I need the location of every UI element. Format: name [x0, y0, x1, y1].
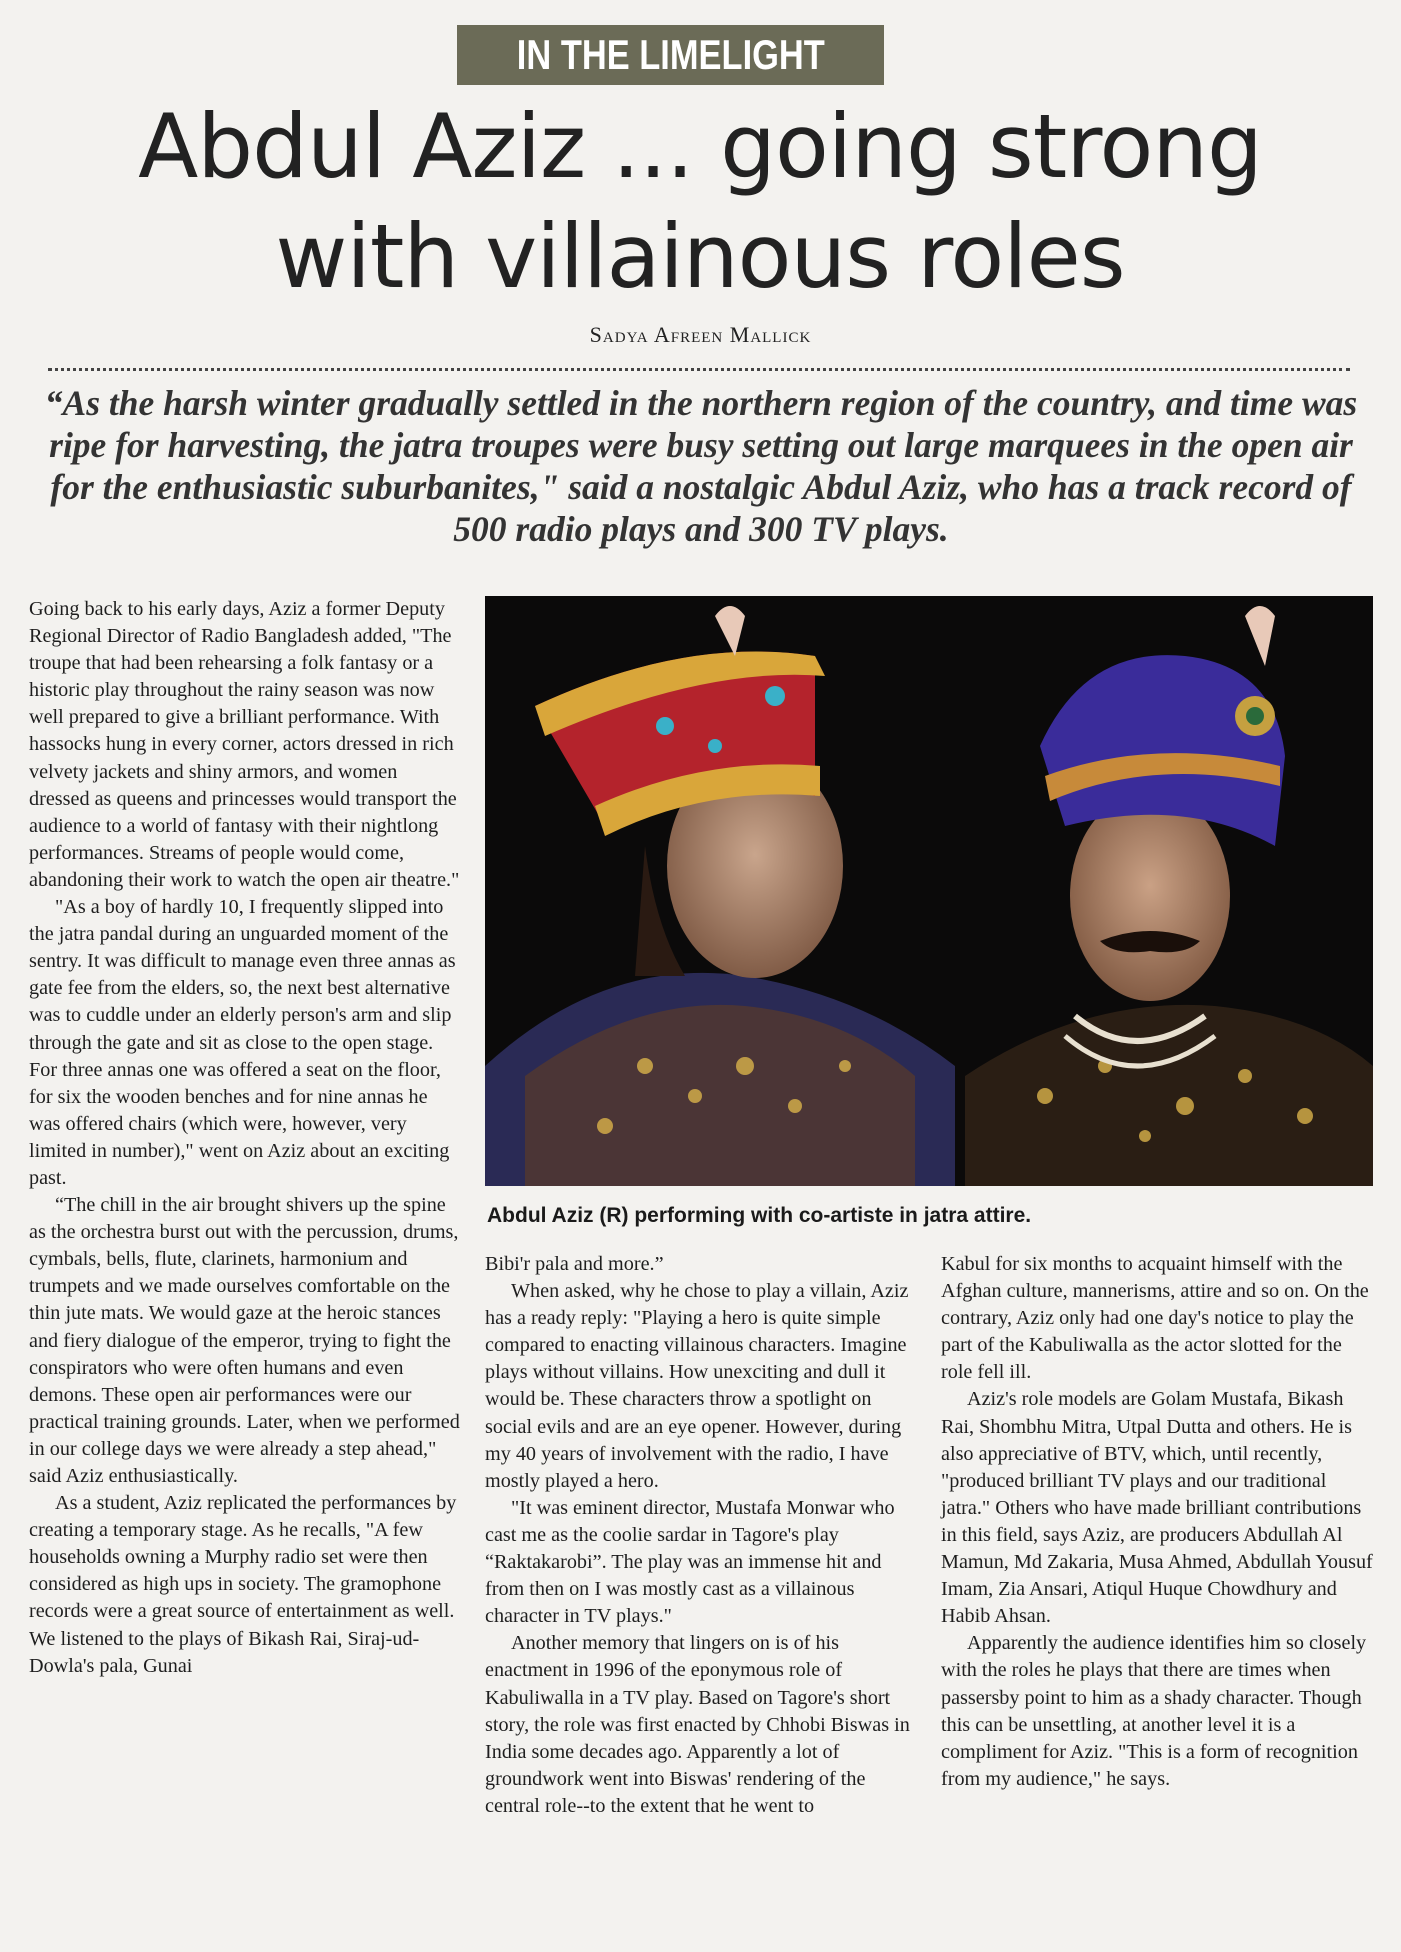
paragraph: Aziz's role models are Golam Mustafa, Bikash Rai, Shombhu Mitra, Utpal Dutta and others. He is also appreciative of BTV, which, until recently, "produced brilliant TV plays and our traditional jatra." Others who have made brilliant contributions in this field, says Aziz, are producers Abdullah Al Mamun, Md Zakaria, Musa Ahmed, Abdullah Yousuf Imam, Zia Ansari, Atiqul Huque Chowdhury and Habib Ahsan.: [941, 1388, 1373, 1628]
paragraph: Kabul for six months to acquaint himself with the Afghan culture, mannerisms, attire and so on. On the contrary, Aziz only had one day's notice to play the part of the Kabuliwalla as the actor slotted for the role fell ill.: [941, 1253, 1369, 1384]
paragraph: “The chill in the air brought shivers up the spine as the orchestra burst out with the percussion, drums, cymbals, bells, flute, clarinets, harmonium and trumpets and we made ourselves comfortable on the thin jute mats. We would gaze at the heroic stances and fiery dialogue of the emperor, trying to fight the conspirators who were often humans and even demons. These open air performances were our practical training grounds. Later, when we performed in our college days we were already a step ahead," said Aziz enthusiastically.: [29, 1194, 460, 1487]
byline: Sadya Afreen Mallick: [589, 322, 812, 347]
paragraph: Apparently the audience identifies him so closely with the roles he plays that there are times when passersby point to him as a shady character. Though this can be unsettling, at another level it is a compliment for Aziz. "This is a form of recognition from my audience," he says.: [941, 1632, 1367, 1790]
headline-line-2: with villainous roles: [275, 205, 1125, 308]
paragraph: Another memory that lingers on is of his enactment in 1996 of the eponymous role of Kabuliwalla in a TV play. Based on Tagore's short story, the role was first enacted by Chhobi Biswas in India some decades ago. Apparently a lot of groundwork went into Biswas' rendering of the central role--to the extent that he went to: [485, 1632, 910, 1817]
paragraph: As a student, Aziz replicated the performances by creating a temporary stage. As he recalls, "A few households owning a Murphy radio set were then considered as high ups in society. The gramophone records were a great source of entertainment as well. We listened to the plays of Bikash Rai, Siraj-ud-Dowla's pala, Gunai: [29, 1492, 457, 1677]
paragraph: "As a boy of hardly 10, I frequently slipped into the jatra pandal during an unguarded moment of the sentry. It was difficult to manage even three annas as gate fee from the elders, so, the next best alternative was to cuddle under an elderly person's arm and slip through the gate and sit as close to the open stage. For three annas one was offered a seat on the floor, for six the wooden benches and for nine annas he was offered chairs (which were, however, very limited in number)," went on Aziz about an exciting past.: [29, 896, 456, 1189]
section-label: [457, 25, 884, 85]
paragraph: When asked, why he chose to play a villain, Aziz has a ready reply: "Playing a hero is quite simple compared to enacting villainous characters. Imagine plays without villains. How unexciting and dull it would be. These characters throw a spotlight on social evils and are an eye opener. However, during my 40 years of involvement with the radio, I have mostly played a hero.: [485, 1280, 909, 1492]
paragraph: "It was eminent director, Mustafa Monwar who cast me as the coolie sardar in Tagore's play “Raktakarobi”. The play was an immense hit and from then on I was mostly cast as a villainous character in TV plays.": [485, 1496, 895, 1628]
photo: [485, 596, 1373, 1186]
headline-line-1: Abdul Aziz ... going strong: [138, 95, 1262, 198]
paragraph: Going back to his early days, Aziz a former Deputy Regional Director of Radio Bangladesh added, "The troupe that had been rehearsing a folk fantasy or a historic play throughout the rainy season was now well prepared to give a brilliant performance. With hassocks hung in every corner, actors dressed in rich velvety jackets and shiny armors, and women dressed as queens and princesses would transport the audience to a world of fantasy with their nightlong performances. Streams of people would come, abandoning their work to watch the open air theatre.": [29, 598, 460, 891]
pull-quote: “As the harsh winter gradually settled in the northern region of the country, and time was ripe for harvesting, the jatra troupes were busy setting out large marquees in the open air for the enthusiastic suburbanites," said a nostalgic Abdul Aziz, who has a track record of 500 radio plays and 300 TV plays.: [44, 383, 1358, 549]
paragraph: Bibi'r pala and more.”: [485, 1253, 664, 1275]
body-column-2: [485, 1251, 915, 1820]
divider: [48, 368, 1350, 371]
headline: [60, 92, 1340, 312]
jatra-performers-image: [485, 596, 1373, 1186]
section-label-text: IN THE LIMELIGHT: [516, 31, 825, 78]
body-column-1: [29, 596, 462, 1680]
photo-caption: Abdul Aziz (R) performing with co-artiste in jatra attire.: [487, 1204, 1032, 1227]
body-column-3: [941, 1251, 1377, 1793]
